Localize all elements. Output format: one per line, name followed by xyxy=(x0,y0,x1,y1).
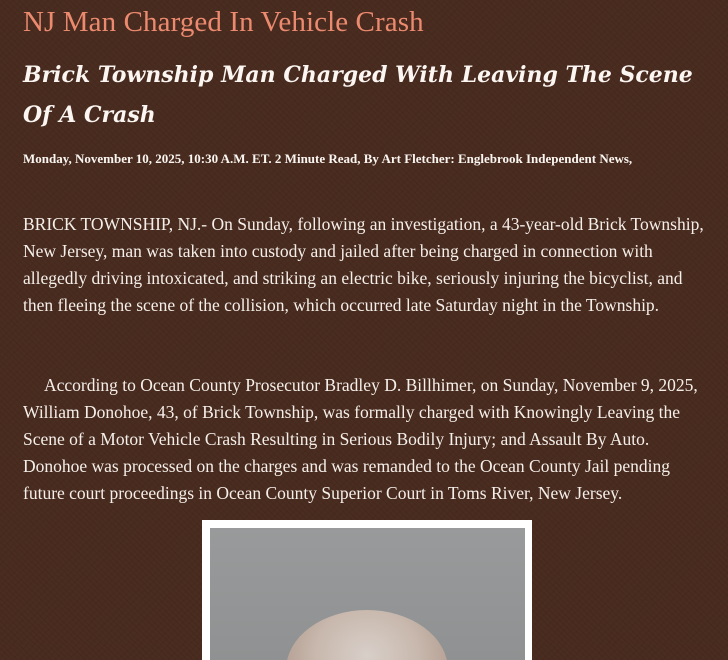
mugshot-photo-frame xyxy=(202,520,532,660)
article-paragraph-1: BRICK TOWNSHIP, NJ.- On Sunday, following an investigation, a 43-year-old Brick Township, New Jersey, man was taken into custody and jailed after being charged in connection with allegedly driving intoxicated, and striking an electric bike, seriously injuring the bicyclist, and then fleeing the scene of the collision, which occurred late Saturday night in the Township. xyxy=(23,214,704,315)
mugshot-photo xyxy=(210,528,525,660)
article xyxy=(23,0,713,507)
article-headline: NJ Man Charged In Vehicle Crash xyxy=(23,6,424,38)
article-byline: Monday, November 10, 2025, 10:30 A.M. ET. 2 Minute Read, By Art Fletcher: Englebrook Independent News, xyxy=(23,151,633,166)
article-subheadline: Brick Township Man Charged With Leaving The Scene Of A Crash xyxy=(23,62,693,128)
article-paragraph-2: According to Ocean County Prosecutor Bradley D. Billhimer, on Sunday, November 9, 2025, William Donohoe, 43, of Brick Township, was formally charged with Knowingly Leaving the Scene of a Motor Vehicle Crash Resulting in Serious Bodily Injury; and Assault By Auto. Donohoe was processed on the charges and was remanded to the Ocean County Jail pending future court proceedings in Ocean County Superior Court in Toms River, New Jersey. xyxy=(23,375,698,503)
mugshot-head-shape xyxy=(286,610,448,660)
